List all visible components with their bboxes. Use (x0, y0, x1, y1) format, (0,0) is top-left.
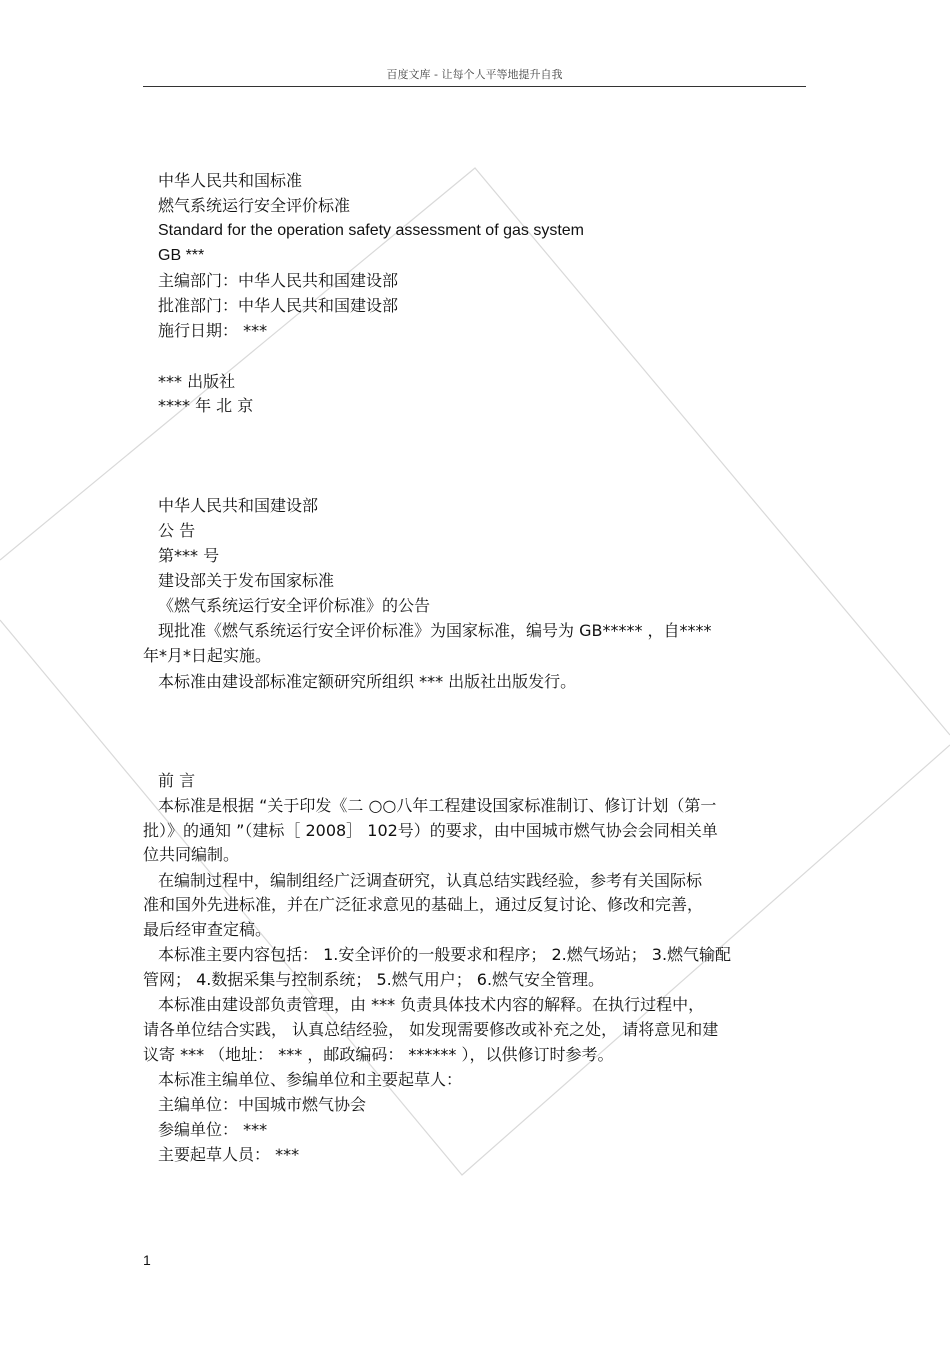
preface-line: 本标准由建设部负责管理，由 *** 负责具体技术内容的解释。在执行过程中， (158, 995, 705, 1014)
notice-title: 建设部关于发布国家标准 (158, 571, 335, 590)
notice-number: 第*** 号 (158, 546, 220, 565)
preface-line: 请各单位结合实践， 认真总结经验， 如发现需要修改或补充之处， 请将意见和建 (143, 1020, 719, 1039)
approval-dept: 批准部门：中华人民共和国建设部 (158, 296, 399, 315)
notice-body-line: 现批准《燃气系统运行安全评价标准》为国家标准，编号为 GB***** ，自**** (158, 621, 712, 640)
standard-code: GB *** (158, 247, 205, 264)
main-drafters: 主要起草人员： *** (158, 1145, 300, 1164)
notice-body-line: 本标准由建设部标准定额研究所组织 *** 出版社出版发行。 (158, 672, 577, 691)
page-header: 百度文库 - 让每个人平等地提升自我 (386, 68, 563, 81)
preface-line: 本标准主编单位、参编单位和主要起草人： (158, 1070, 463, 1089)
publish-year-place: **** 年 北 京 (158, 396, 254, 415)
preface-line: 本标准主要内容包括： 1.安全评价的一般要求和程序； 2.燃气场站； 3.燃气输配 (158, 945, 732, 964)
notice-heading: 公 告 (158, 521, 196, 540)
preface-line: 议寄 *** （地址： *** ，邮政编码： ****** ），以供修订时参考。 (143, 1045, 614, 1064)
preface-heading: 前 言 (158, 771, 196, 790)
standard-title-cn: 燃气系统运行安全评价标准 (158, 196, 351, 215)
preface-line: 批）》的通知 ”（建标［ 2008］ 102号）的要求，由中国城市燃气协会会同相关单 (143, 821, 718, 840)
preface-line: 在编制过程中，编制组经广泛调查研究，认真总结实践经验，参考有关国际标 (158, 871, 703, 890)
preface-line: 本标准是根据 “关于印发《二 ○○八年工程建设国家标准制订、修订计划（第一 (158, 796, 717, 815)
preface-line: 准和国外先进标准，并在广泛征求意见的基础上，通过反复讨论、修改和完善， (143, 895, 704, 914)
page-number: 1 (143, 1252, 151, 1268)
notice-title-2: 《燃气系统运行安全评价标准》的公告 (158, 596, 431, 615)
effective-date: 施行日期： *** (158, 321, 268, 340)
header-divider (143, 86, 806, 87)
chief-editor-unit: 主编单位：中国城市燃气协会 (158, 1095, 367, 1114)
preface-line: 最后经审查定稿。 (143, 920, 272, 939)
standard-category: 中华人民共和国标准 (158, 171, 303, 190)
chief-editor-dept: 主编部门：中华人民共和国建设部 (158, 271, 399, 290)
participating-units: 参编单位： *** (158, 1120, 268, 1139)
notice-issuer: 中华人民共和国建设部 (158, 496, 319, 515)
publisher: *** 出版社 (158, 372, 236, 391)
preface-line: 位共同编制。 (143, 845, 240, 864)
standard-title-en: Standard for the operation safety assessment of gas system (158, 222, 584, 239)
preface-line: 管网； 4.数据采集与控制系统； 5.燃气用户； 6.燃气安全管理。 (143, 970, 605, 989)
notice-body-line: 年*月*日起实施。 (143, 646, 272, 665)
